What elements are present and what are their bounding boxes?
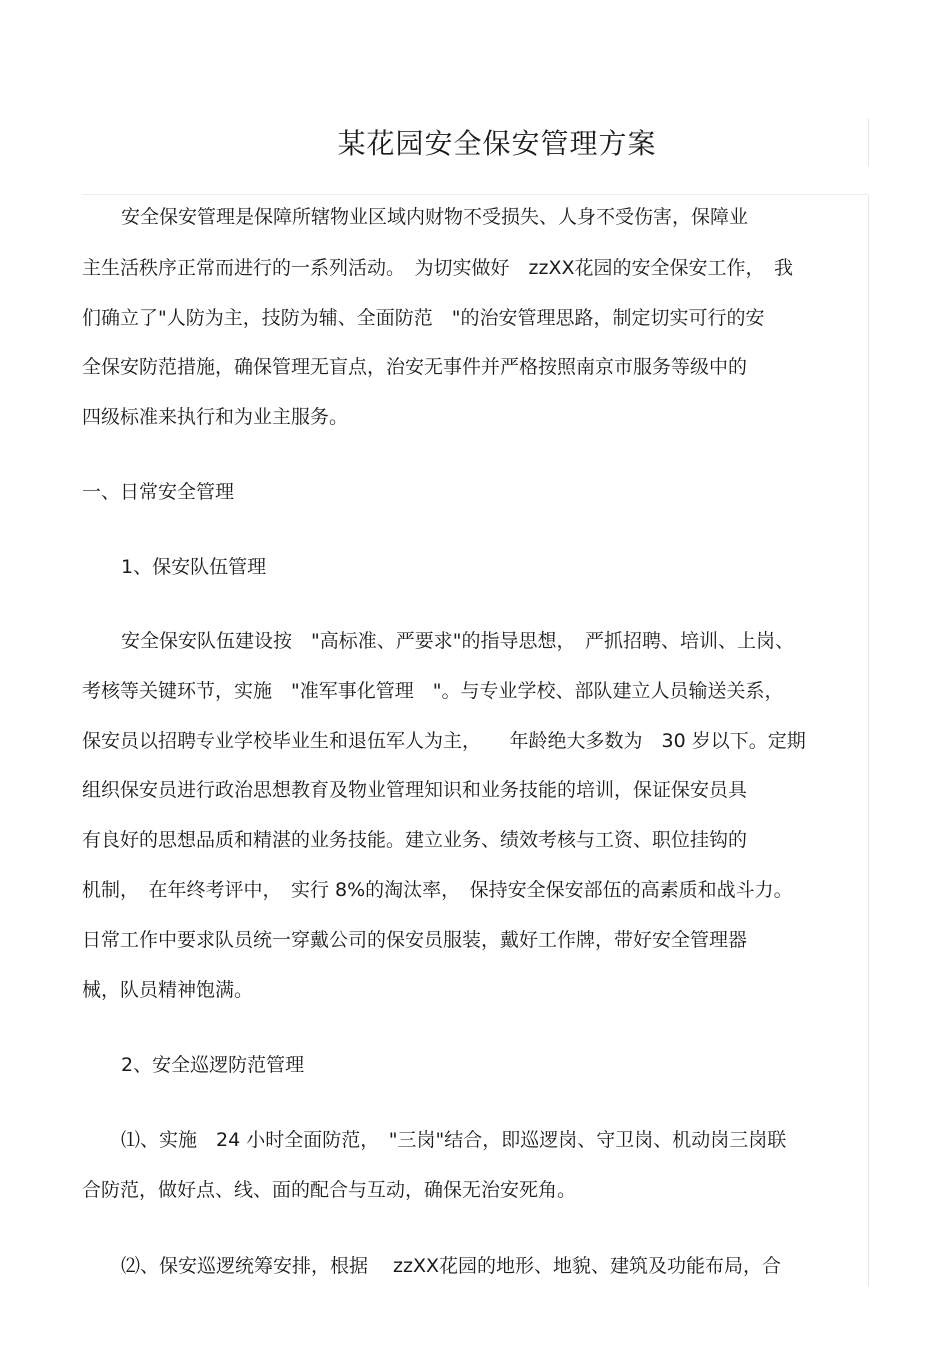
sub1-line-2: 考核等关键环节，实施 "准军事化管理 "。与专业学校、部队建立人员输送关系，	[82, 680, 784, 702]
intro-line-4: 全保安防范措施，确保管理无盲点，治安无事件并严格按照南京市服务等级中的	[82, 356, 748, 378]
section-heading-1: 一、日常安全管理	[82, 481, 235, 503]
sub1-line-6: 机制， 在年终考评中， 实行 8%的淘汰率， 保持安全保安部伍的高素质和战斗力。	[82, 879, 793, 901]
intro-line-1: 安全保安管理是保障所辖物业区域内财物不受损失、人身不受伤害，保障业	[121, 206, 749, 228]
sub2-item1-line-2: 合防范，做好点、线、面的配合与互动，确保无治安死角。	[82, 1179, 577, 1201]
subsection-heading-1: 1、保安队伍管理	[121, 556, 267, 578]
sub1-line-1: 安全保安队伍建设按 "高标准、严要求"的指导思想， 严抓招聘、培训、上岗、	[121, 630, 794, 652]
document-title: 某花园安全保安管理方案	[337, 127, 657, 160]
sub2-item2-line-1: ⑵、保安巡逻统筹安排，根据 zzXX花园的地形、地貌、建筑及功能布局，合	[121, 1255, 782, 1277]
intro-line-5: 四级标准来执行和为业主服务。	[82, 406, 349, 428]
margin-rule	[868, 196, 869, 1286]
sub1-line-5: 有良好的思想品质和精湛的业务技能。建立业务、绩效考核与工资、职位挂钩的	[82, 829, 748, 851]
sub2-item1-line-1: ⑴、实施 24 小时全面防范， "三岗"结合，即巡逻岗、守卫岗、机动岗三岗联	[121, 1129, 787, 1151]
intro-line-3: 们确立了"人防为主，技防为辅、全面防范 "的治安管理思路，制定切实可行的安	[82, 307, 765, 329]
sub1-line-3: 保安员以招聘专业学校毕业生和退伍军人为主， 年龄绝大多数为 30 岁以下。定期	[82, 730, 806, 752]
header-rule	[82, 194, 869, 195]
subsection-heading-2: 2、安全巡逻防范管理	[121, 1054, 305, 1076]
sub1-line-4: 组织保安员进行政治思想教育及物业管理知识和业务技能的培训，保证保安员具	[82, 779, 748, 801]
sub1-line-8: 械，队员精神饱满。	[82, 979, 254, 1001]
sub1-line-7: 日常工作中要求队员统一穿戴公司的保安员服装，戴好工作牌，带好安全管理器	[82, 929, 748, 951]
intro-line-2: 主生活秩序正常而进行的一系列活动。 为切实做好 zzXX花园的安全保安工作， 我	[82, 257, 793, 279]
